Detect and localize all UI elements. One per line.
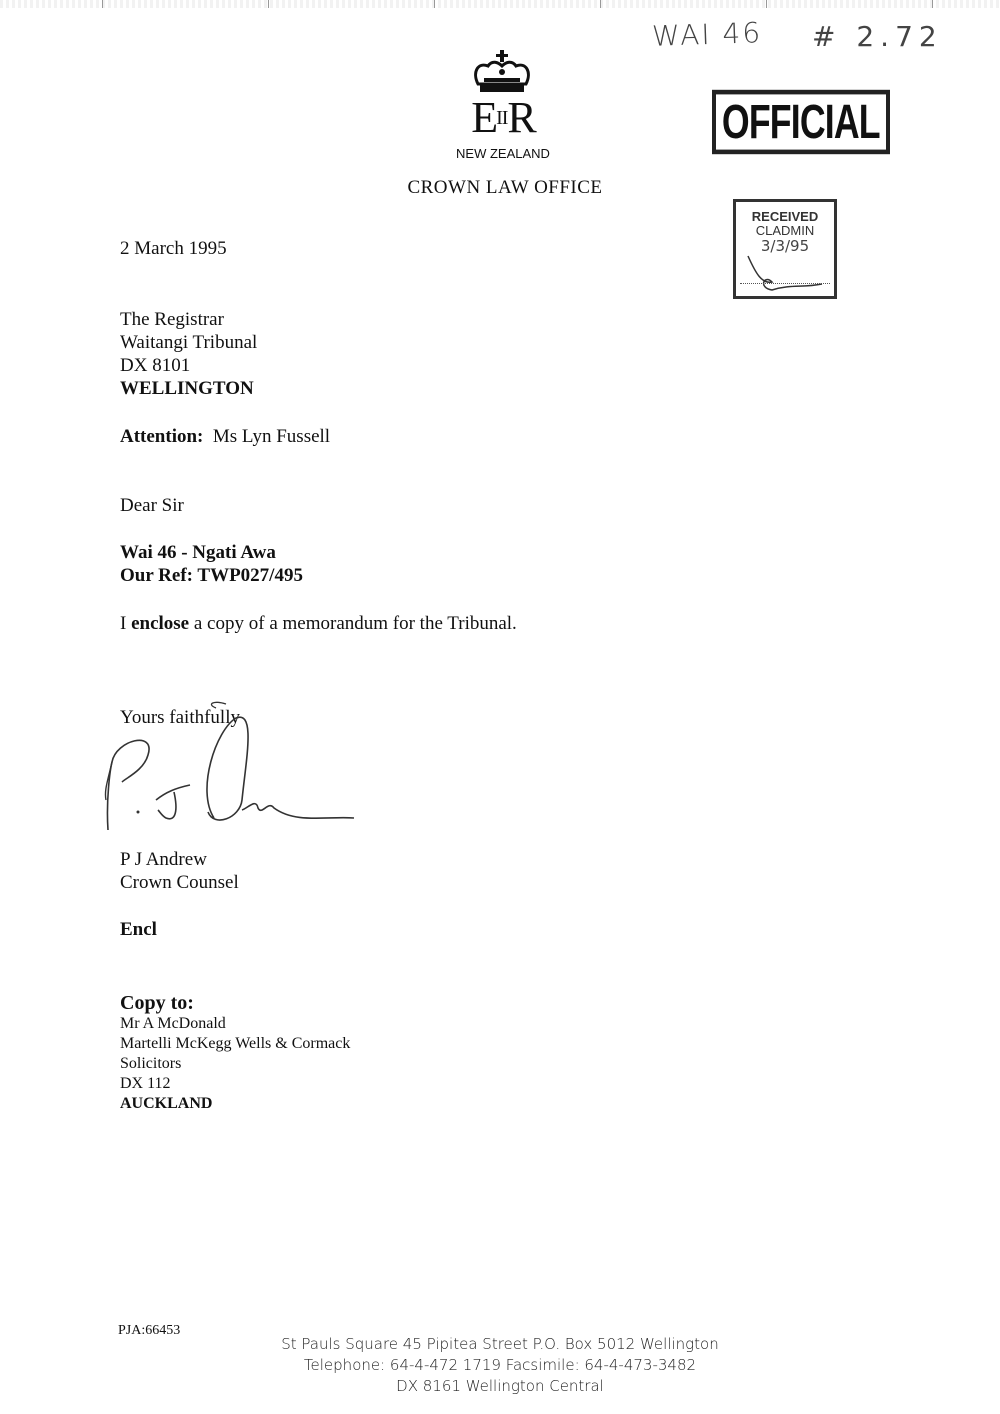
- signer-title: Crown Counsel: [120, 872, 239, 893]
- handwritten-document-number: # 2.72: [812, 20, 943, 53]
- copy-to-block: Copy to: Mr A McDonald Martelli McKegg Wells & Cormack Solicitors DX 112 AUCKLAND: [120, 992, 351, 1112]
- footer-phone: Telephone: 64-4-472 1719 Facsimile: 64-4-473-3482: [303, 1356, 697, 1374]
- letterhead-footer: [200, 1334, 800, 1397]
- scan-artifact-strip: [0, 0, 1000, 8]
- letter-date: 2 March 1995: [120, 238, 227, 259]
- enclosure-note: Encl: [120, 919, 157, 940]
- country-label: NEW ZEALAND: [456, 146, 550, 161]
- official-stamp: OFFICIAL: [712, 90, 890, 154]
- handwritten-reference: WAI 46: [651, 16, 763, 53]
- attention-line: Attention: Ms Lyn Fussell: [120, 426, 331, 447]
- initials-scribble-icon: [742, 254, 832, 294]
- crown-icon: [470, 50, 534, 98]
- document-reference-code: PJA:66453: [118, 1323, 181, 1338]
- subject-block: Wai 46 - Ngati Awa Our Ref: TWP027/495: [120, 542, 303, 586]
- footer-dx: DX 8161 Wellington Central: [396, 1377, 604, 1395]
- office-name: CROWN LAW OFFICE: [407, 177, 603, 198]
- footer-address: St Pauls Square 45 Pipitea Street P.O. Box 5012 Wellington: [281, 1335, 719, 1353]
- signature-icon: [96, 700, 366, 840]
- recipient-address: The Registrar Waitangi Tribunal DX 8101 WELLINGTON: [120, 309, 258, 399]
- body-paragraph: I enclose a copy of a memorandum for the Tribunal.: [120, 613, 517, 634]
- received-stamp: RECEIVED CLADMIN 3/3/95: [733, 199, 837, 299]
- signer-name: P J Andrew: [120, 849, 207, 870]
- received-date: 3/3/95: [760, 237, 810, 255]
- salutation: Dear Sir: [120, 495, 184, 516]
- signer-block: [120, 848, 239, 894]
- royal-cipher: EIIR: [471, 93, 535, 142]
- closing: Yours faithfully: [120, 707, 240, 728]
